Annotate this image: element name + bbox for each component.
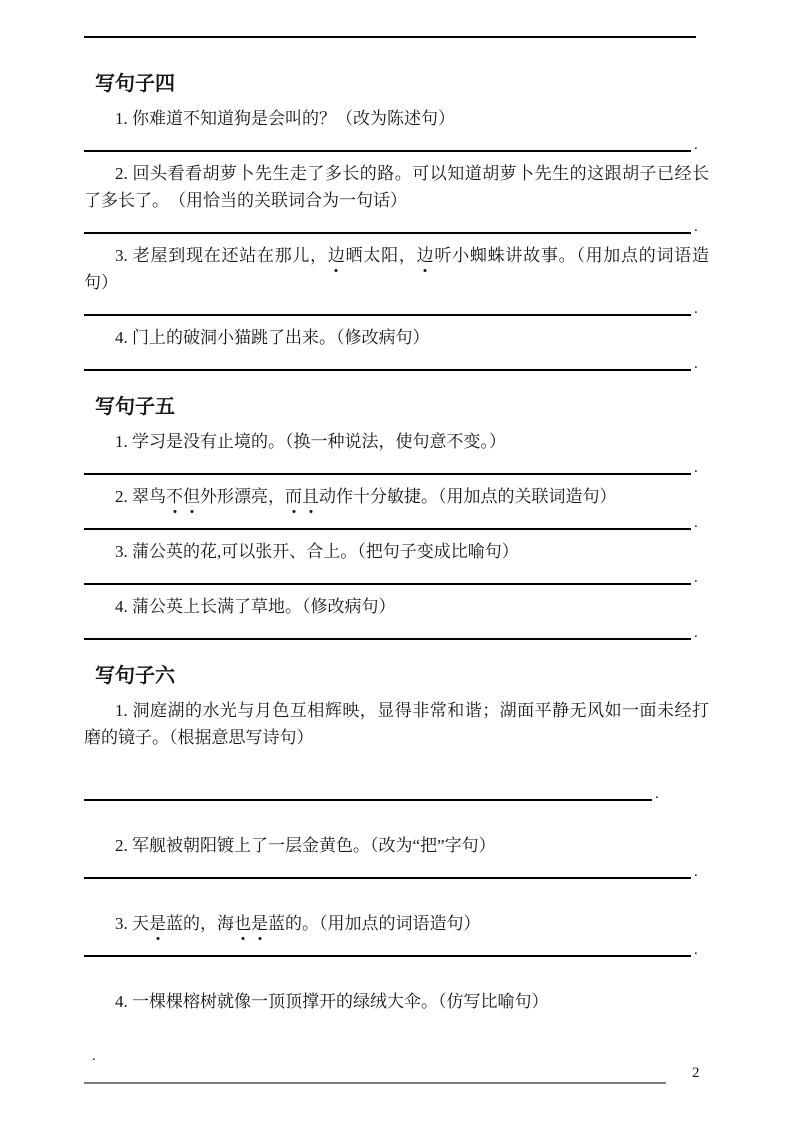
answer-period: . — [694, 137, 698, 153]
item-number: 1. — [115, 109, 132, 128]
emphasis-dot-char: 边 — [328, 242, 345, 269]
answer-blank — [84, 861, 709, 879]
answer-line — [84, 939, 691, 957]
item-number: 2. — [115, 487, 132, 506]
item-text: 蒲公英上长满了草地。（修改病句） — [132, 597, 396, 616]
answer-blank — [84, 567, 709, 585]
item-text: 动作十分敏捷。（用加点的关联词造句） — [319, 487, 617, 506]
answer-blank — [84, 1045, 709, 1063]
emphasis-dot-char: 也 — [234, 910, 251, 937]
item-number: 2. — [115, 164, 133, 183]
item-text: 翠鸟 — [132, 487, 166, 506]
item-text: 军舰被朝阳镀上了一层金黄色。（改为“把”字句） — [132, 836, 496, 855]
answer-period: . — [694, 625, 698, 641]
item-text: 一棵棵榕树就像一顶顶撑开的绿绒大伞。（仿写比喻句） — [132, 992, 549, 1011]
exercise-item — [84, 538, 709, 565]
item-text: 蒲公英的花,可以张开、合上。（把句子变成比喻句） — [132, 542, 519, 561]
answer-blank — [84, 134, 709, 152]
exercise-item — [84, 324, 709, 351]
answer-blank — [84, 783, 709, 801]
answer-period: . — [694, 356, 698, 372]
answer-period: . — [694, 460, 698, 476]
emphasis-dot-char: 是 — [251, 910, 268, 937]
answer-period: . — [694, 301, 698, 317]
emphasis-dot-char: 而 — [285, 483, 302, 510]
answer-blank — [84, 939, 709, 957]
item-number: 3. — [115, 246, 133, 265]
item-number: 1. — [115, 432, 132, 451]
exercise-item — [84, 242, 709, 296]
answer-line — [84, 457, 691, 475]
footer-rule — [84, 1082, 666, 1084]
answer-period: . — [694, 942, 698, 958]
answer-blank — [84, 622, 709, 640]
answer-line — [84, 622, 691, 640]
section-title: 写句子五 — [95, 396, 175, 418]
item-number: 4. — [115, 992, 132, 1011]
answer-line — [84, 783, 652, 801]
item-text: 学习是没有止境的。（换一种说法，使句意不变。） — [132, 432, 506, 451]
exercise-item — [84, 428, 709, 455]
exercise-item — [84, 832, 709, 859]
section-six — [84, 663, 709, 1063]
item-text: 老屋到现在还站在那儿， — [132, 246, 328, 265]
answer-line — [84, 298, 691, 316]
item-text: 洞庭湖的水光与月色互相辉映，显得非常和谐；湖面平静无风如一面未经打磨的镜子。（根据意思写诗句） — [84, 701, 710, 747]
item-text: 天 — [132, 914, 149, 933]
answer-line — [84, 134, 691, 152]
item-text: 回头看看胡萝卜先生走了多长的路。可以知道胡萝卜先生的这跟胡子已经长了多长了。 （用恰当的关联词合为一句话） — [84, 164, 710, 210]
answer-line — [84, 861, 691, 879]
item-number: 1. — [115, 701, 133, 720]
emphasis-dot-char: 不 — [166, 483, 183, 510]
answer-blank — [84, 512, 709, 530]
answer-line — [84, 216, 691, 234]
emphasis-dot-char: 边 — [417, 242, 434, 269]
answer-blank — [84, 353, 709, 371]
header-rule — [84, 36, 696, 38]
item-text: 蓝的。（用加点的词语造句） — [268, 914, 481, 933]
page-number: 2 — [692, 1065, 700, 1081]
answer-period: . — [694, 864, 698, 880]
exercise-item — [84, 105, 709, 132]
exercise-item — [84, 988, 709, 1015]
exercise-item — [84, 593, 709, 620]
emphasis-dot-char: 是 — [149, 910, 166, 937]
answer-line — [84, 567, 691, 585]
section-title: 写句子四 — [95, 73, 175, 95]
emphasis-dot-char: 但 — [183, 483, 200, 510]
answer-period: . — [694, 570, 698, 586]
answer-period: . — [92, 1048, 96, 1064]
item-text: 你难道不知道狗是会叫的？（改为陈述句） — [132, 109, 455, 128]
exercise-item — [84, 697, 709, 751]
exercise-item — [84, 483, 709, 510]
answer-blank — [84, 457, 709, 475]
item-text: 外形漂亮， — [200, 487, 285, 506]
item-text: 听小蜘蛛讲故事。（用加点的词语造句） — [84, 246, 710, 292]
item-number: 2. — [115, 836, 132, 855]
page-content — [0, 36, 793, 1063]
answer-period: . — [694, 515, 698, 531]
item-text: 门上的破洞小猫跳了出来。（修改病句） — [132, 328, 430, 347]
emphasis-dot-char: 且 — [302, 483, 319, 510]
item-text: 晒太阳， — [344, 246, 417, 265]
item-text: 蓝的，海 — [166, 914, 234, 933]
answer-blank — [84, 298, 709, 316]
answer-line — [84, 512, 691, 530]
answer-period: . — [655, 786, 659, 802]
exercise-item — [84, 160, 709, 214]
section-four — [84, 71, 709, 371]
sections — [84, 71, 709, 1063]
answer-period: . — [694, 219, 698, 235]
answer-line — [84, 353, 691, 371]
item-number: 4. — [115, 597, 132, 616]
item-number: 3. — [115, 542, 132, 561]
exercise-item — [84, 910, 709, 937]
section-title: 写句子六 — [95, 665, 175, 687]
item-number: 3. — [115, 914, 132, 933]
item-number: 4. — [115, 328, 132, 347]
section-five — [84, 394, 709, 640]
answer-blank — [84, 216, 709, 234]
